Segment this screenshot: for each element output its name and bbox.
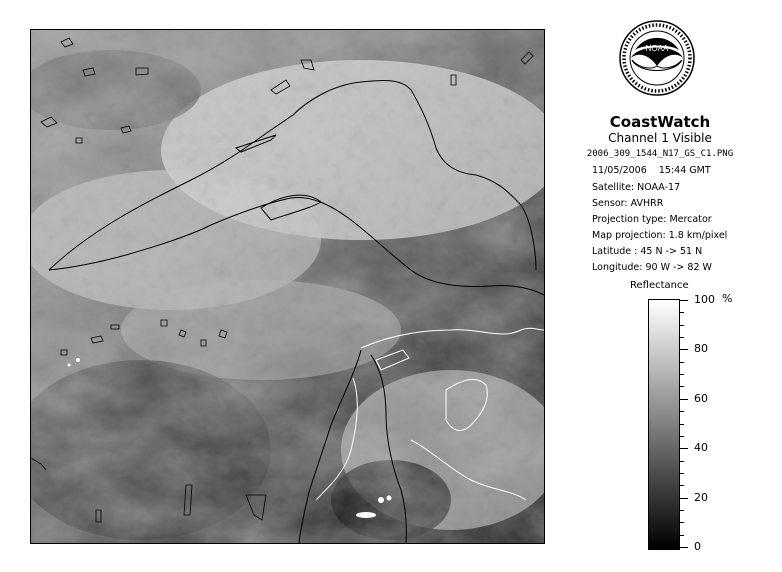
- colorbar-major-tick: [679, 349, 688, 350]
- colorbar-minor-tick: [679, 473, 684, 474]
- colorbar-minor-tick: [679, 424, 684, 425]
- satellite-image: [30, 29, 545, 544]
- colorbar-minor-tick: [679, 386, 684, 387]
- colorbar-minor-tick: [679, 374, 684, 375]
- legend-title: Reflectance: [630, 280, 689, 291]
- colorbar-minor-tick: [679, 510, 684, 511]
- latitude-range: Latitude : 45 N -> 51 N: [592, 246, 703, 257]
- noaa-logo-icon: [619, 20, 695, 96]
- product-title: CoastWatch: [609, 113, 711, 131]
- time-value: 15:44 GMT: [658, 165, 711, 176]
- colorbar-minor-tick: [679, 411, 684, 412]
- date-time: [592, 165, 711, 176]
- file-name: 2006_309_1544_N17_GS_C1.PNG: [586, 149, 734, 159]
- colorbar-minor-tick: [679, 325, 684, 326]
- colorbar-major-tick: [679, 448, 688, 449]
- projection-type: Projection type: Mercator: [592, 214, 712, 225]
- channel-subtitle: Channel 1 Visible: [608, 131, 712, 145]
- colorbar-tick-label: 20: [694, 490, 708, 504]
- colorbar-minor-tick: [679, 337, 684, 338]
- colorbar-tick-label: 80: [694, 342, 708, 356]
- colorbar-tick-label: 100: [694, 293, 715, 306]
- satellite-image-svg: [31, 30, 544, 543]
- colorbar-minor-tick: [679, 436, 684, 437]
- colorbar-major-tick: [679, 498, 688, 499]
- colorbar-minor-tick: [679, 461, 684, 462]
- colorbar-minor-tick: [679, 362, 684, 363]
- legend-unit: %: [722, 292, 733, 305]
- colorbar-minor-tick: [679, 535, 684, 536]
- colorbar-minor-tick: [679, 522, 684, 523]
- colorbar-major-tick: [679, 300, 688, 301]
- colorbar-minor-tick: [679, 485, 684, 486]
- colorbar-minor-tick: [679, 312, 684, 313]
- map-projection: Map projection: 1.8 km/pixel: [592, 230, 728, 241]
- longitude-range: Longitude: 90 W -> 82 W: [592, 262, 712, 273]
- colorbar-tick-label: 40: [694, 441, 708, 455]
- date-value: 11/05/2006: [592, 165, 647, 176]
- satellite-info: Satellite: NOAA-17: [592, 182, 681, 193]
- colorbar-tick-label: 0: [694, 540, 701, 553]
- colorbar-tick-label: 60: [694, 391, 708, 405]
- sensor-info: Sensor: AVHRR: [592, 198, 664, 209]
- noaa-logo: [619, 20, 695, 96]
- noaa-logo-text: NOAA: [645, 44, 669, 53]
- colorbar-major-tick: [679, 399, 688, 400]
- colorbar-major-tick: [679, 547, 688, 548]
- reflectance-colorbar: [648, 299, 680, 550]
